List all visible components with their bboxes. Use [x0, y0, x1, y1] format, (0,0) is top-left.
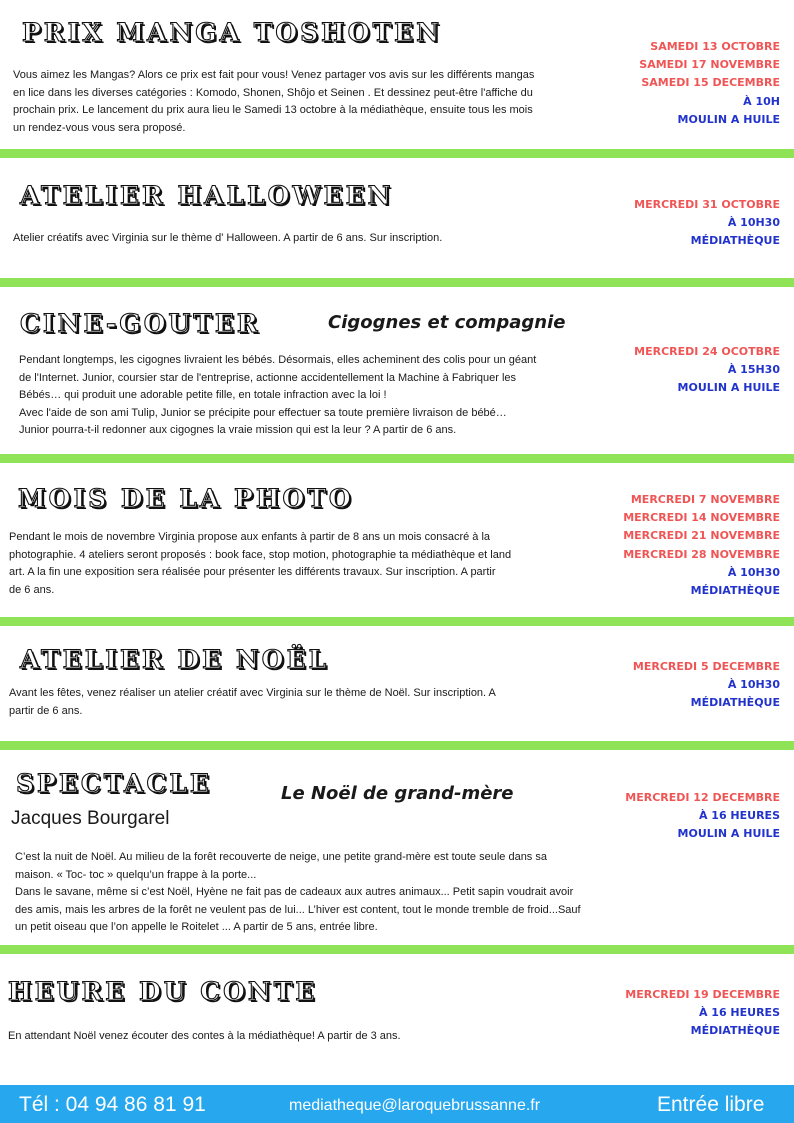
event-description: Atelier créatifs avec Virginia sur le thème d' Halloween. A partir de 6 ans. Sur inscription. — [13, 232, 443, 244]
event-title: PRIX MANGA TOSHOTEN — [22, 18, 443, 47]
event-subtitle: Cigognes et compagnie — [328, 312, 566, 333]
contact-footer — [0, 1085, 794, 1123]
event-description: Avant les fêtes, venez réaliser un atelier créatif avec Virginia sur le thème de Noël. Sur inscription. A partir de 6 ans. — [9, 687, 496, 717]
event-title: HEURE DU CONTE — [8, 977, 318, 1006]
event-description: C’est la nuit de Noël. Au milieu de la forêt recouverte de neige, une petite grand-mère est toute seule dans sa maison. « Toc- toc » quelqu’un frappe à la porte... Dans le savane, même si c’est Noël, Hyène ne fait pas de cadeaux aux autres animaux... Petit sapin voudrait avoir des amis, mais les arbres de la forêt ne veulent pas de lui... L’hiver est content, tout le monde tremble de froid...Sauf un petit oiseau que l’on appelle le Roitelet ... A partir de 5 ans, entrée libre. — [15, 851, 581, 933]
divider-band — [0, 945, 794, 954]
divider-band — [0, 278, 794, 287]
event-title: MOIS DE LA PHOTO — [18, 484, 354, 513]
divider-band — [0, 149, 794, 158]
event-schedule: MERCREDI 31 OCTOBRE À 10H30 MÉDIATHÈQUE — [634, 198, 780, 248]
phone-number: Tél : 04 94 86 81 91 — [19, 1093, 206, 1116]
divider-band — [0, 617, 794, 626]
event-schedule: MERCREDI 5 DECEMBRE À 10H30 MÉDIATHÈQUE — [632, 660, 780, 710]
event-schedule: MERCREDI 12 DECEMBRE À 16 HEURES MOULIN A HUILE — [625, 791, 780, 841]
event-title: ATELIER DE NOËL — [20, 645, 330, 674]
divider-band — [0, 741, 794, 750]
email-link[interactable]: mediatheque@laroquebrussanne.fr — [289, 1097, 541, 1114]
event-schedule: MERCREDI 19 DECEMBRE À 16 HEURES MÉDIATHÈQUE — [625, 988, 780, 1038]
event-description: En attendant Noël venez écouter des contes à la médiathèque! A partir de 3 ans. — [8, 1030, 401, 1042]
event-subtitle: Le Noël de grand-mère — [281, 783, 514, 804]
event-description: Vous aimez les Mangas? Alors ce prix est fait pour vous! Venez partager vos avis sur les différents mangas en lice dans les diverses catégories : Komodo, Shonen, Shôjo et Seinen . Et dessinez peut-être l'affiche du prochain prix. Le lancement du prix aura lieu le Samedi 13 octobre à la médiathèque, ensuite tous les mois un rendez-vous vous sera proposé. — [13, 69, 535, 134]
event-performer: Jacques Bourgarel — [11, 808, 170, 829]
event-title: ATELIER HALLOWEEN — [20, 181, 394, 210]
event-description: Pendant le mois de novembre Virginia propose aux enfants à partir de 8 ans un mois consacré à la photographie. 4 ateliers seront proposés : book face, stop motion, photographie ta médiathèque et land art. A la fin une exposition sera réalisée pour présenter les différents travaux. Sur inscription. A partir de 6 ans. — [9, 531, 512, 596]
event-schedule: MERCREDI 24 OCOTBRE À 15H30 MOULIN A HUILE — [634, 345, 780, 395]
event-schedule: MERCREDI 7 NOVEMBRE MERCREDI 14 NOVEMBRE MERCREDI 21 NOVEMBRE MERCREDI 28 NOVEMBRE À 10H30 MÉDIATHÈQUE — [623, 493, 780, 598]
entry-label: Entrée libre — [657, 1093, 765, 1116]
event-schedule: SAMEDI 13 OCTOBRE SAMEDI 17 NOVEMBRE SAMEDI 15 DECEMBRE À 10H MOULIN A HUILE — [639, 40, 780, 126]
event-description: Pendant longtemps, les cigognes livraient les bébés. Désormais, elles acheminent des colis pour un géant de l'Internet. Junior, coursier star de l'entreprise, actionne accidentellement la Machine à Fabriquer les Bébés… qui produit une adorable petite fille, en totale infraction avec la loi ! Avec l'aide de son ami Tulip, Junior se précipite pour effectuer sa toute première livraison de bébé… Junior pourra-t-il redonner aux cigognes la vraie mission qui est la leur ? A partir de 6 ans. — [19, 354, 537, 436]
event-title: CINE-GOUTER — [20, 309, 261, 338]
divider-band — [0, 454, 794, 463]
event-title: SPECTACLE — [16, 769, 212, 798]
